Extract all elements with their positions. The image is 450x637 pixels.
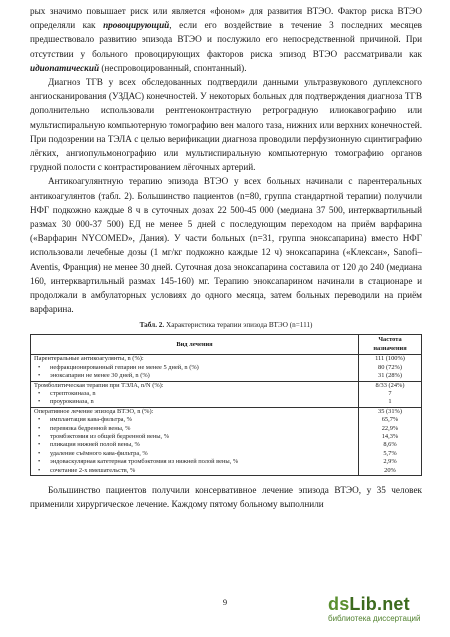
paragraph-text: (неспровоцированный, спонтанный). [99, 62, 247, 73]
item-value: 2,9% [383, 458, 397, 466]
item-value: 5,7% [383, 449, 397, 457]
item-value: 8,6% [383, 441, 397, 449]
emphasis-provoking: провоцирующий [103, 20, 170, 31]
paragraph-risk-factor [30, 4, 422, 75]
table-cell-frequency [359, 381, 422, 407]
list-item: • эноксапарин не менее 30 дней, n (%) [34, 372, 355, 380]
table-row [31, 381, 422, 407]
item-value: 80 (72%) [378, 363, 402, 371]
paragraph-treatment: Большинство пациентов получили консервативное лечение эпизода ВТЭО, у 35 человек применили хирургическое лечение. Каждому пятому больному выполнили [30, 484, 422, 510]
paragraph-text: рых значимо повышает риск или является «фоном» для развития ВТЭО. Фактор риска ВТЭО определяли как [30, 6, 422, 31]
table-cell-frequency [359, 407, 422, 475]
table-caption [30, 320, 422, 330]
list-item: • проурокиназа, n [34, 398, 355, 406]
table-row [31, 407, 422, 475]
item-value: 7 [388, 389, 392, 397]
table-cell-treatment [31, 381, 359, 407]
table-cell-frequency [359, 355, 422, 381]
emphasis-idiopathic: идиопатический [30, 62, 100, 73]
table-caption-label: Табл. 2. [139, 321, 165, 330]
logo-part: Lib.net [349, 594, 410, 614]
paragraph-text: , если его воздействие в течение 3 последних месяцев предшествовало развитию эпизода ВТЭО и послужило его непосредственной причиной. При отсутствии у больного провоцирующих факторов риска эпизод ВТЭО рассматривали как [30, 20, 422, 59]
list-item: • удаление съёмного кава-фильтра, % [34, 450, 355, 458]
list-item: • тромбэктомия из общей бедренной вены, % [34, 433, 355, 441]
logo-part: ds [328, 594, 350, 614]
item-value: 20% [384, 466, 396, 474]
group-heading: Тромболитическая терапия при ТЭЛА, n/N (%): [34, 381, 164, 389]
therapy-table [30, 334, 422, 476]
list-item: • стрептокиназа, n [34, 390, 355, 398]
paragraph-diagnosis: Диагноз ТГВ у всех обследованных подтвердили данными ультразвукового дуплексного ангиосканирования (УЗДАС) конечностей. У некоторых больных для подтверждения диагноза ТГВ дополнительно использовали рентгеноконтрастную ретроградную илиокавографию или мультиспиральную компьютерную томографию вен малого таза, нижних или верхних конечностей. При подозрении на ТЭЛА с целью верификации диагноза проводили перфузионную сцинтиграфию лёгких, ангиопульмонографию или мультиспиральную компьютерную томографию органов грудной полости с контрастированием лёгочных артерий. [30, 77, 422, 173]
list-item: • сочетание 2-х вмешательств, % [34, 467, 355, 475]
watermark-subtitle: библиотека диссертаций [328, 614, 421, 623]
item-value: 31 (28%) [378, 372, 402, 380]
group-heading: Оперативное лечение эпизода ВТЭО, n (%): [34, 407, 154, 415]
document-page [30, 4, 422, 511]
item-value: 65,7% [381, 416, 399, 424]
column-header-treatment: Вид лечения [31, 335, 359, 355]
item-value: 14,3% [381, 432, 399, 440]
group-value: 111 (100%) [375, 355, 405, 363]
list-item: • пликация нижней полой вены, % [34, 441, 355, 449]
watermark-logo [328, 594, 444, 632]
item-value: 1 [388, 398, 392, 406]
page-number: 9 [222, 597, 228, 607]
watermark-logo-text [328, 594, 444, 614]
list-item: • имплантация кава-фильтра, % [34, 416, 355, 424]
table-caption-text: Характеристика терапии эпизода ВТЭО (n=111) [164, 321, 313, 330]
group-value: 35 (31%) [378, 407, 402, 415]
column-header-frequency: Частота назначения [359, 335, 422, 355]
group-heading: Парентеральные антикоагулянты, n (%): [34, 355, 144, 363]
group-value: 8/33 (24%) [375, 381, 405, 389]
list-item: • эндоваскулярная катетерная тромбэктомия из нижней полой вены, % [34, 458, 355, 466]
paragraph-anticoagulant-therapy: Антикоагулянтную терапию эпизода ВТЭО у всех больных начинали с парентеральных антикоагулянтов (табл. 2). Большинство пациентов (n=80, группа стандартной терапии) получили НФГ подкожно каждые 8 ч в суточных дозах 22 500-45 000 (медиана 37 500, интерквартильный размах 30 000-37 500) ЕД не менее 5 дней с последующим переходом на приём варфарина («Варфарин NYCOMED», Дания). У части больных (n=31, группа эноксапарина) вместо НФГ использовали лечебные дозы (1 мг/кг подкожно каждые 12 ч) эноксапарина («Клексан», Sanofi–Aventis, Франция) не менее 30 дней. Суточная доза эноксапарина составила от 120 до 240 (медиана 160, интерквартильный размах 145-160) мг. Терапию эноксапарином начинали в стационаре и продолжали в амбулаторных условиях до одного месяца, затем больных переводили на приём варфарина. [30, 176, 422, 315]
list-item: • перевязка бедренной вены, % [34, 425, 355, 433]
list-item: • нефракционированный гепарин не менее 5 дней, n (%) [34, 364, 355, 372]
table-cell-treatment [31, 355, 359, 381]
table-cell-treatment [31, 407, 359, 475]
table-row [31, 355, 422, 381]
table-header-row [31, 335, 422, 355]
item-value: 22,9% [381, 424, 399, 432]
